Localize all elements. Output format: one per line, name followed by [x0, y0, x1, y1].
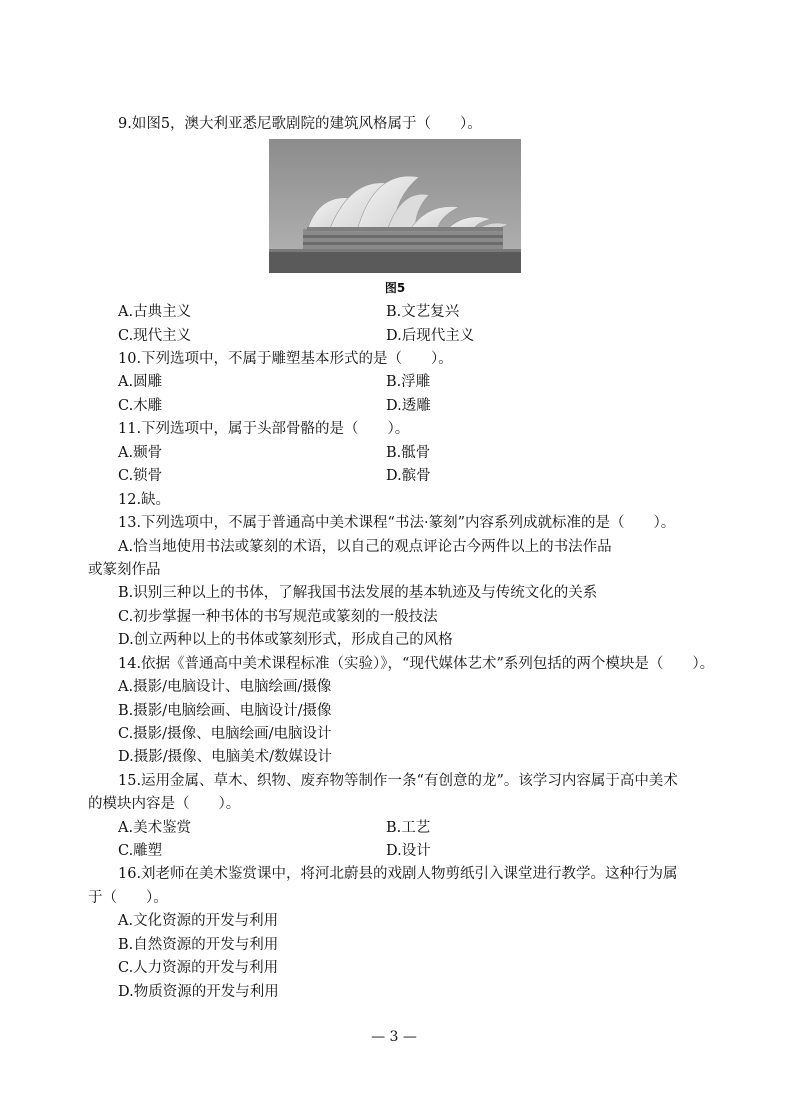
q15-option-c: C.雕塑 — [118, 843, 163, 859]
q10-option-a: A.圆雕 — [118, 374, 163, 390]
q10-option-c: C.木雕 — [118, 398, 163, 414]
q10-option-d: D.透雕 — [386, 398, 431, 414]
q13-option-a-continued: 或篆刻作品 — [88, 562, 161, 578]
q9-option-d: D.后现代主义 — [386, 328, 475, 344]
question-13-stem: 13.下列选项中，不属于普通高中美术课程“书法·篆刻”内容系列成就标准的是（ ）。 — [118, 515, 676, 531]
question-16-stem-line1: 16.刘老师在美术鉴赏课中，将河北蔚县的戏剧人物剪纸引入课堂进行教学。这种行为属 — [118, 866, 678, 882]
q14-option-a: A.摄影/电脑设计、电脑绘画/摄像 — [118, 679, 332, 695]
q13-option-c: C.初步掌握一种书体的书写规范或篆刻的一般技法 — [118, 609, 438, 625]
q11-option-b: B.骶骨 — [386, 445, 431, 461]
question-14-stem: 14.依据《普通高中美术课程标准（实验）》，“现代媒体艺术”系列包括的两个模块是（ ）。 — [118, 656, 715, 672]
q16-option-c: C.人力资源的开发与利用 — [118, 960, 279, 976]
q11-option-d: D.髌骨 — [386, 468, 431, 484]
q9-option-b: B.文艺复兴 — [386, 304, 460, 320]
page-number: — 3 — — [371, 1029, 417, 1045]
q16-option-a: A.文化资源的开发与利用 — [118, 913, 279, 929]
q14-option-c: C.摄影/摄像、电脑绘画/电脑设计 — [118, 726, 332, 742]
q13-option-a: A.恰当地使用书法或篆刻的术语，以自己的观点评论古今两件以上的书法作品 — [118, 539, 612, 555]
q15-option-b: B.工艺 — [386, 820, 431, 836]
question-11-stem: 11.下列选项中，属于头部骨骼的是（ ）。 — [118, 421, 410, 437]
q14-option-b: B.摄影/电脑绘画、电脑设计/摄像 — [118, 703, 332, 719]
q9-option-c: C.现代主义 — [118, 328, 192, 344]
q13-option-d: D.创立两种以上的书体或篆刻形式，形成自己的风格 — [118, 632, 453, 648]
q9-option-a: A.古典主义 — [118, 304, 192, 320]
q11-option-a: A.颞骨 — [118, 445, 163, 461]
q16-option-b: B.自然资源的开发与利用 — [118, 937, 279, 953]
q15-option-a: A.美术鉴赏 — [118, 820, 192, 836]
q15-option-d: D.设计 — [386, 843, 431, 859]
question-12-stem: 12.缺。 — [118, 492, 171, 508]
question-10-stem: 10.下列选项中，不属于雕塑基本形式的是（ ）。 — [118, 351, 453, 367]
question-15-stem-line2: 的模块内容是（ ）。 — [88, 796, 241, 812]
q14-option-d: D.摄影/摄像、电脑美术/数媒设计 — [118, 749, 332, 765]
q11-option-c: C.锁骨 — [118, 468, 163, 484]
question-16-stem-line2: 于（ ）。 — [88, 890, 168, 906]
q13-option-b: B.识别三种以上的书体，了解我国书法发展的基本轨迹及与传统文化的关系 — [118, 585, 598, 601]
sydney-opera-house-photo — [269, 139, 521, 273]
question-9-stem: 9.如图5，澳大利亚悉尼歌剧院的建筑风格属于（ ）。 — [118, 116, 482, 132]
figure-caption: 图5 — [384, 281, 406, 295]
question-15-stem-line1: 15.运用金属、草木、织物、废弃物等制作一条“有创意的龙”。该学习内容属于高中美术 — [118, 773, 678, 789]
q16-option-d: D.物质资源的开发与利用 — [118, 984, 279, 1000]
q10-option-b: B.浮雕 — [386, 374, 431, 390]
